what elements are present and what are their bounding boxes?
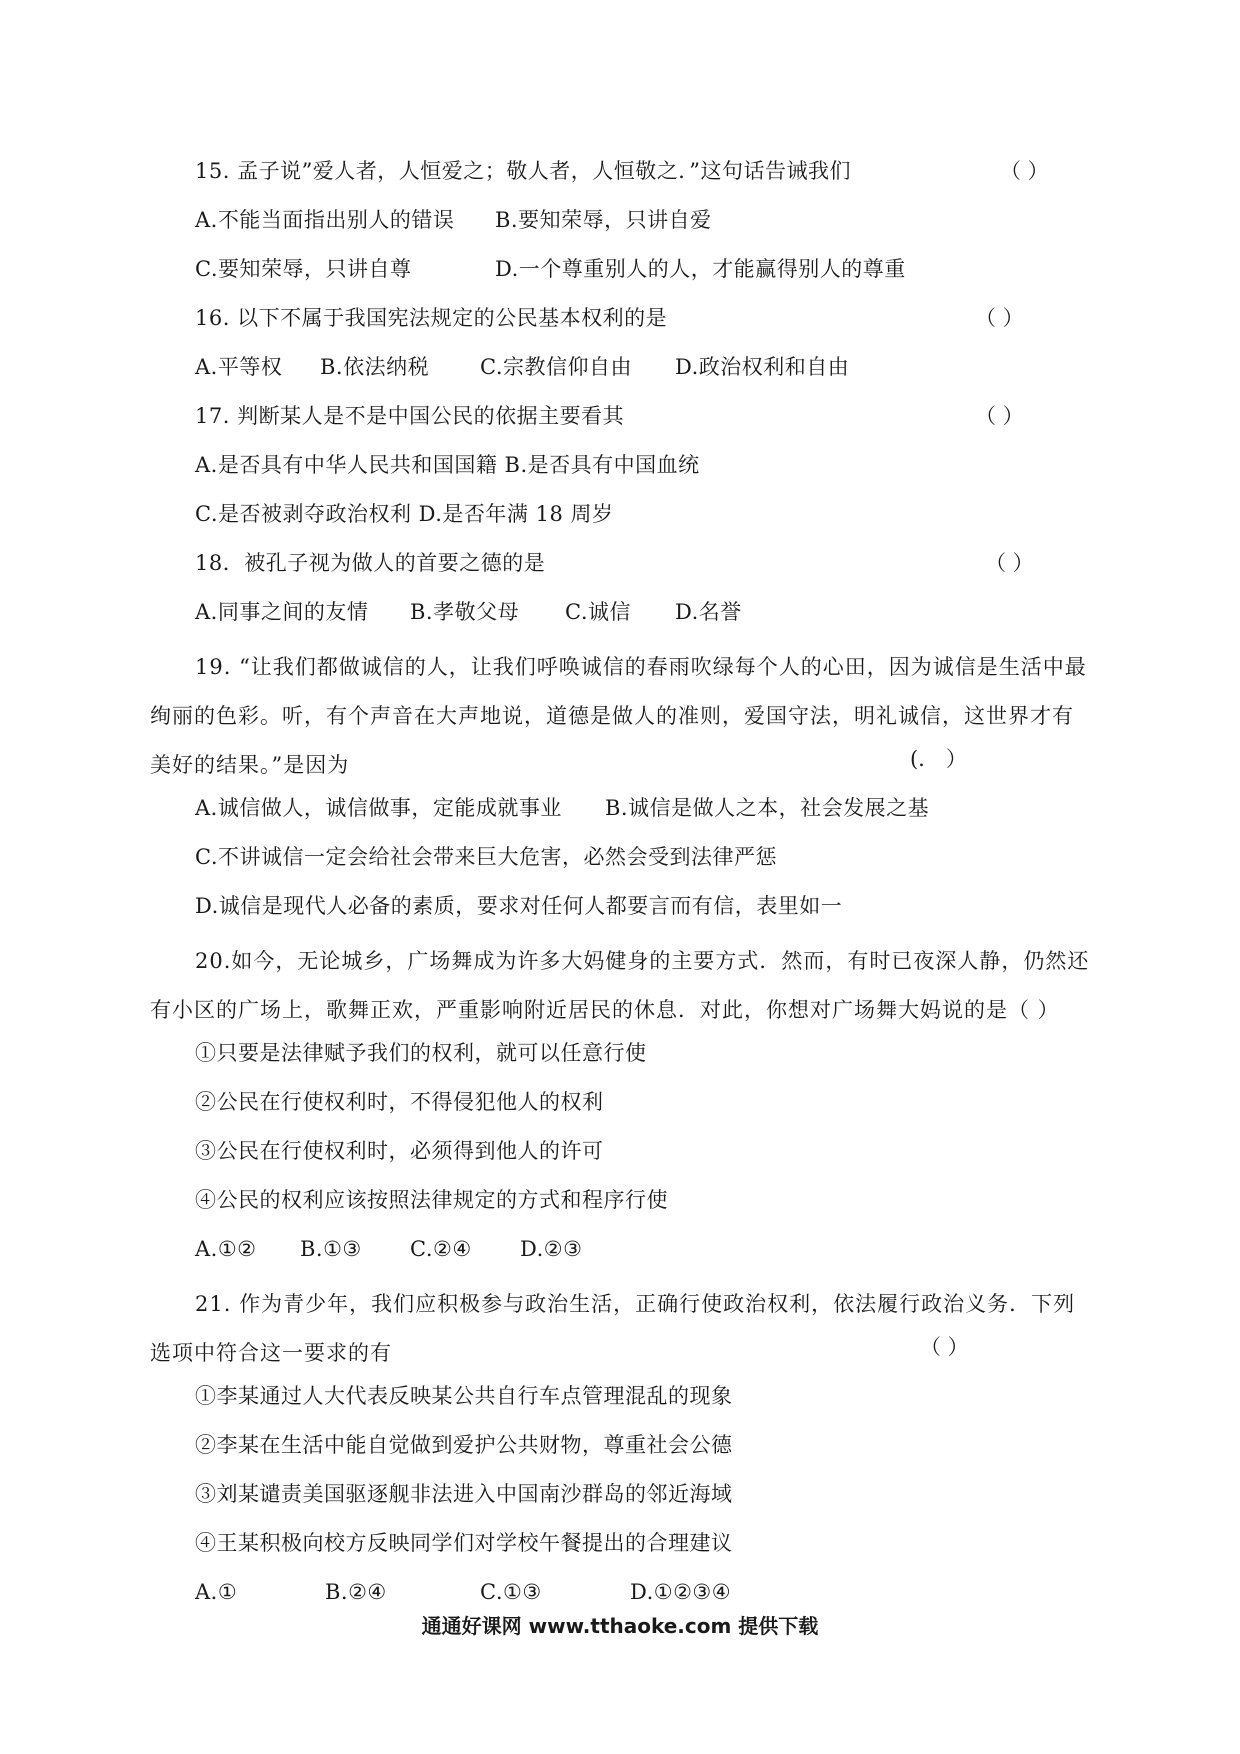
question-16-stem: 16. 以下不属于我国宪法规定的公民基本权利的是: [195, 306, 668, 330]
option-b: B.孝敬父母: [410, 600, 520, 624]
option-a: A.①: [195, 1580, 238, 1604]
option-b: B.①③: [300, 1237, 362, 1261]
question-21-stem: 21. 作为青少年，我们应积极参与政治生活，正确行使政治权利，依法履行政治义务．下列选项中符合这一要求的有: [150, 1292, 1076, 1365]
question-21-statement-2: ②李某在生活中能自觉做到爱护公共财物，尊重社会公德: [195, 1433, 733, 1457]
question-17-options-cd: C.是否被剥夺政治权利 D.是否年满 18 周岁: [195, 502, 614, 526]
question-17-stem: 17. 判断某人是不是中国公民的依据主要看其: [195, 404, 625, 428]
option-a: A.诚信做人，诚信做事，定能成就事业: [195, 796, 562, 820]
question-19-answer-blank: (． ）: [910, 747, 967, 771]
question-20-statement-1: ①只要是法律赋予我们的权利，就可以任意行使: [195, 1041, 647, 1065]
question-19-stem: 19. “让我们都做诚信的人，让我们呼唤诚信的春雨吹绿每个人的心田，因为诚信是生活中最绚丽的色彩。听，有个声音在大声地说，道德是做人的准则，爱国守法，明礼诚信，这世界才有美好的结果。”是因为: [150, 655, 1087, 777]
question-16-answer-blank: （ ）: [975, 306, 1024, 330]
option-c: C.①③: [480, 1580, 542, 1604]
option-a: A.平等权: [195, 355, 283, 379]
question-19-option-d: D.诚信是现代人必备的素质，要求对任何人都要言而有信，表里如一: [195, 894, 843, 918]
question-15-answer-blank: （ ）: [1000, 159, 1049, 183]
option-c: C.宗教信仰自由: [480, 355, 632, 379]
question-20-stem: 20.如今，无论城乡，广场舞成为许多大妈健身的主要方式．然而，有时已夜深人静，仍然还有小区的广场上，歌舞正欢，严重影响附近居民的休息．对此，你想对广场舞大妈说的是（ ）: [150, 949, 1090, 1022]
question-20-statement-4: ④公民的权利应该按照法律规定的方式和程序行使: [195, 1188, 668, 1212]
option-c: C.②④: [410, 1237, 472, 1261]
option-d: D.一个尊重别人的人，才能赢得别人的尊重: [495, 257, 906, 281]
question-19-option-c: C.不讲诚信一定会给社会带来巨大危害，必然会受到法律严惩: [195, 845, 777, 869]
option-b: B.②④: [325, 1580, 387, 1604]
question-17-answer-blank: （ ）: [975, 404, 1024, 428]
page-footer-source: 通通好课网 www.tthaoke.com 提供下载: [421, 1614, 819, 1638]
option-a: A.①②: [195, 1237, 257, 1261]
option-d: D.②③: [520, 1237, 583, 1261]
option-a: A.不能当面指出别人的错误: [195, 208, 455, 232]
question-18-stem: 18．被孔子视为做人的首要之德的是: [195, 551, 546, 575]
option-a: A.同事之间的友情: [195, 600, 369, 624]
option-c: C.要知荣辱，只讲自尊: [195, 257, 412, 281]
option-b: B.依法纳税: [320, 355, 430, 379]
question-21-statement-4: ④王某积极向校方反映同学们对学校午餐提出的合理建议: [195, 1531, 733, 1555]
question-15-stem: 15. 孟子说”爱人者，人恒爱之；敬人者，人恒敬之．”这句话告诫我们: [195, 159, 852, 183]
option-d: D.名誉: [675, 600, 742, 624]
option-b: B.诚信是做人之本，社会发展之基: [605, 796, 930, 820]
question-18-answer-blank: （ ）: [985, 551, 1034, 575]
question-21-statement-1: ①李某通过人大代表反映某公共自行车点管理混乱的现象: [195, 1384, 733, 1408]
option-c: C.诚信: [565, 600, 631, 624]
question-20-statement-2: ②公民在行使权利时，不得侵犯他人的权利: [195, 1090, 604, 1114]
option-b: B.要知荣辱，只讲自爱: [495, 208, 712, 232]
question-21-statement-3: ③刘某谴责美国驱逐舰非法进入中国南沙群岛的邻近海域: [195, 1482, 733, 1506]
question-20-statement-3: ③公民在行使权利时，必须得到他人的许可: [195, 1139, 604, 1163]
question-21-answer-blank: （ ）: [920, 1335, 969, 1359]
option-d: D.政治权利和自由: [675, 355, 850, 379]
question-17-options-ab: A.是否具有中华人民共和国国籍 B.是否具有中国血统: [195, 453, 700, 477]
option-d: D.①②③④: [630, 1580, 732, 1604]
